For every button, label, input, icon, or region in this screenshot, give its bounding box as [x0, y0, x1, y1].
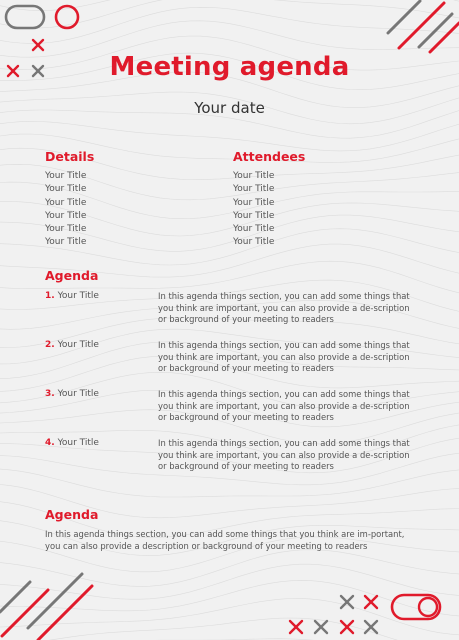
agenda-item-description: In this agenda things section, you can add some things that you think are important, you can also provide a de-scription or background of your meeting to readers: [158, 340, 410, 374]
texture-line: [0, 564, 459, 599]
attendee-item: Your Title: [233, 184, 275, 195]
details-item: Your Title: [45, 237, 87, 248]
attendee-item: Your Title: [233, 171, 275, 181]
summary-heading: Agenda: [45, 507, 99, 522]
meeting-date: Your date: [194, 99, 265, 117]
texture-line: [0, 7, 459, 43]
agenda-item-title: [45, 291, 99, 301]
details-item: Your Title: [45, 197, 87, 208]
texture-line: [0, 580, 459, 616]
texture-line: [0, 618, 459, 640]
agenda-item-description: In this agenda things section, you can add some things that you think are important, you can also provide a de-scription or background of your meeting to readers: [158, 389, 410, 423]
agenda-item-label: Your Title: [57, 291, 99, 301]
attendee-item: Your Title: [233, 210, 275, 221]
attendee-item: Your Title: [233, 197, 275, 208]
summary-text: In this agenda things section, you can add some things that you think are im-portant, you can also provide a description or background of your meeting to readers: [45, 529, 405, 551]
details-item: Your Title: [45, 171, 87, 181]
details-item: Your Title: [45, 210, 87, 221]
attendee-item: Your Title: [233, 237, 275, 248]
texture-line: [0, 550, 459, 587]
attendee-item: Your Title: [233, 224, 275, 235]
attendees-list: [233, 170, 274, 250]
agenda-item-number: 2.: [45, 340, 55, 350]
agenda-item-number: 3.: [45, 389, 55, 399]
details-heading: Details: [45, 149, 95, 164]
details-list: [45, 170, 86, 250]
agenda-item-label: Your Title: [57, 389, 99, 399]
attendees-heading: Attendees: [233, 149, 306, 164]
details-item: Your Title: [45, 224, 87, 235]
agenda-item-label: Your Title: [57, 340, 99, 350]
agenda-item-title: [45, 389, 99, 399]
agenda-item-description: In this agenda things section, you can add some things that you think are important, you can also provide a de-scription or background of your meeting to readers: [158, 291, 410, 325]
texture-line: [0, 469, 459, 497]
agenda-item-number: 4.: [45, 438, 55, 448]
agenda-item-title: [45, 438, 99, 448]
agenda-item-title: [45, 340, 99, 350]
agenda-item-description: In this agenda things section, you can add some things that you think are important, you can also provide a de-scription or background of your meeting to readers: [158, 438, 410, 472]
page-title: Meeting agenda: [109, 52, 350, 82]
texture-line: [0, 121, 459, 150]
agenda-heading: Agenda: [45, 268, 99, 283]
texture-line: [0, 598, 459, 635]
agenda-item-number: 1.: [45, 291, 55, 301]
agenda-item-label: Your Title: [57, 438, 99, 448]
details-item: Your Title: [45, 184, 87, 195]
